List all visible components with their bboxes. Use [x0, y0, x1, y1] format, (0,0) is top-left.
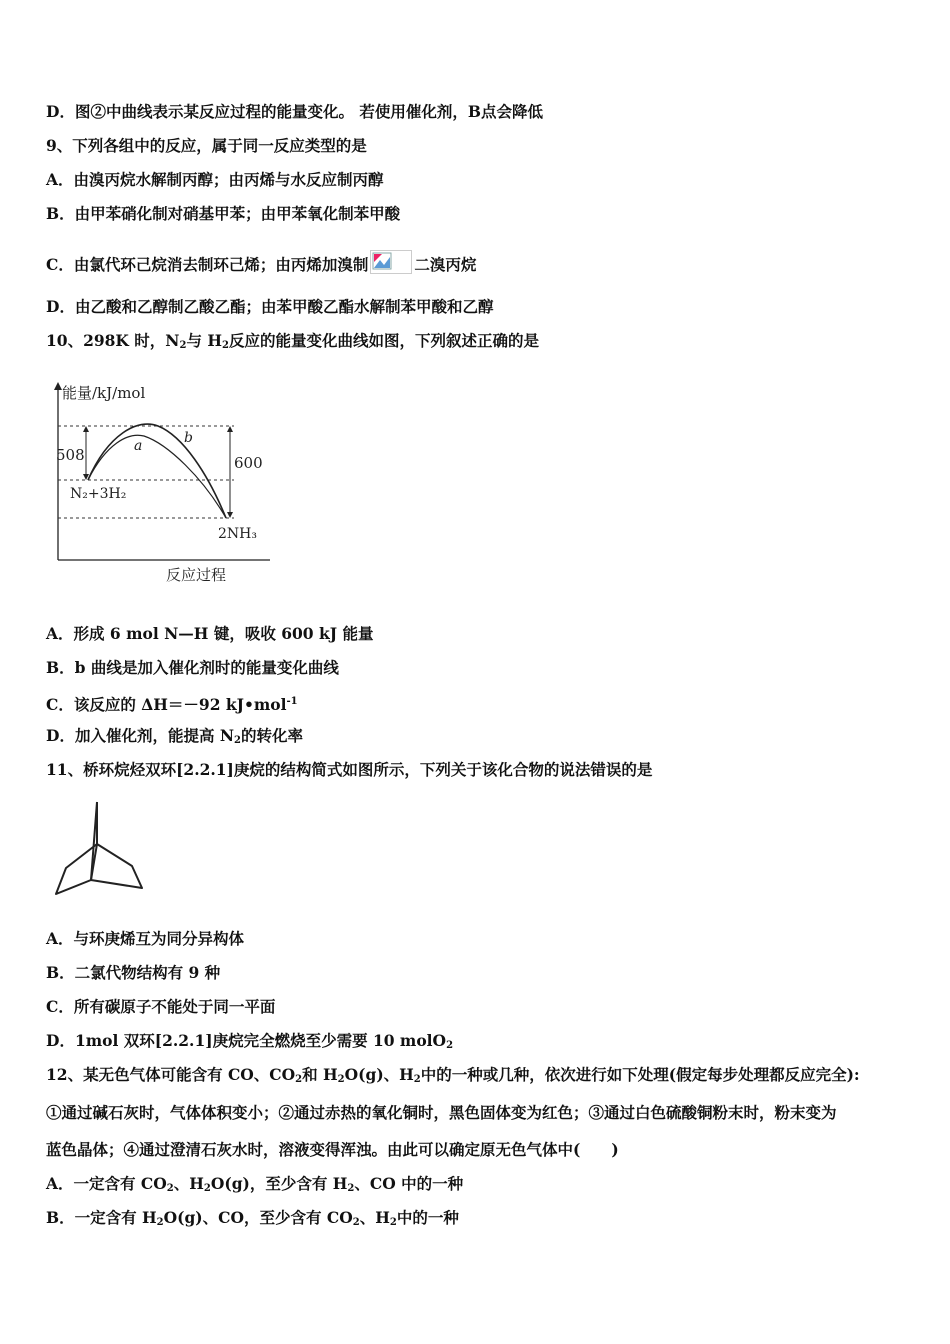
q12-stem-line2: ①通过碱石灰时，气体体积变小；②通过赤热的氧化铜时，黑色固体变为红色；③通过白色硫酸铜粉末时，粉末变为 — [46, 1103, 837, 1122]
q12-option-a: A．一定含有 $CO_2$、$H_2O(g)$，至少含有 $H_2$、CO 中的一种 — [46, 1174, 464, 1194]
label-600: 600 — [234, 454, 263, 472]
q11-stem: 11、桥环烷烃双环[2.2.1]庚烷的结构简式如图所示，下列关于该化合物的说法错误的是 — [46, 760, 653, 779]
reactant-label: N₂+3H₂ — [70, 486, 127, 502]
q10-stem: 10、298K 时，$N_2$与 $H_2$反应的能量变化曲线如图，下列叙述正确的是 — [46, 331, 539, 351]
curve-b-label: b — [184, 430, 193, 446]
label-508: 508 — [56, 446, 85, 464]
arrow-508-head-top — [83, 426, 89, 432]
q12-stem-line3: 蓝色晶体；④通过澄清石灰水时，溶液变得浑浊。由此可以确定原无色气体中( ) — [46, 1140, 619, 1159]
broken-image-icon — [370, 250, 412, 274]
q11-option-a: A．与环庚烯互为同分异构体 — [46, 929, 245, 948]
q10-option-c: C．该反应的 ΔH＝－92 kJ•mol$^{-1}$ — [46, 695, 298, 714]
q11-option-d: D．1mol 双环[2.2.1]庚烷完全燃烧至少需要 10 molO$_2$ — [46, 1031, 454, 1051]
q10-option-a: A．形成 6 mol N—H 键，吸收 600 kJ 能量 — [46, 624, 374, 643]
q9-option-c: C．由氯代环己烷消去制环己烯；由丙烯加溴制 二溴丙烷 — [46, 250, 476, 275]
arrow-600-head-top — [227, 426, 233, 432]
q11-option-b: B．二氯代物结构有 9 种 — [46, 963, 221, 982]
q9-option-a: A．由溴丙烷水解制丙醇；由丙烯与水反应制丙醇 — [46, 170, 384, 189]
arrow-600-head-bottom — [227, 512, 233, 518]
y-axis-arrow — [54, 382, 62, 390]
curve-a-label: a — [134, 438, 143, 454]
q10-option-b: B．b 曲线是加入催化剂时的能量变化曲线 — [46, 658, 339, 677]
q12-stem-line1: 12、某无色气体可能含有 CO、$CO_2$和 $H_2O(g)$、$H_2$中的一种或几种，依次进行如下处理(假定每步处理都反应完全): — [46, 1065, 860, 1085]
q10-option-d: D．加入催化剂，能提高 $N_2$的转化率 — [46, 726, 303, 746]
y-axis-label: 能量/kJ/mol — [62, 384, 146, 402]
q9-option-b: B．由甲苯硝化制对硝基甲苯；由甲苯氧化制苯甲酸 — [46, 204, 401, 223]
product-label: 2NH₃ — [218, 526, 257, 542]
energy-diagram — [48, 374, 278, 586]
ring-bonds — [56, 844, 142, 894]
q11-option-c: C．所有碳原子不能处于同一平面 — [46, 997, 276, 1016]
q12-option-b: B．一定含有 $H_2O(g)$、CO，至少含有 $CO_2$、$H_2$中的一种 — [46, 1208, 459, 1228]
q9-stem: 9、下列各组中的反应，属于同一反应类型的是 — [46, 136, 367, 155]
x-axis-label: 反应过程 — [166, 566, 227, 584]
q9-option-d: D．由乙酸和乙醇制乙酸乙酯；由苯甲酸乙酯水解制苯甲酸和乙醇 — [46, 297, 494, 316]
norbornane-structure — [50, 798, 150, 900]
q8-option-d: D．图②中曲线表示某反应过程的能量变化。 若使用催化剂，B点会降低 — [46, 102, 543, 121]
curve-b — [88, 424, 226, 518]
